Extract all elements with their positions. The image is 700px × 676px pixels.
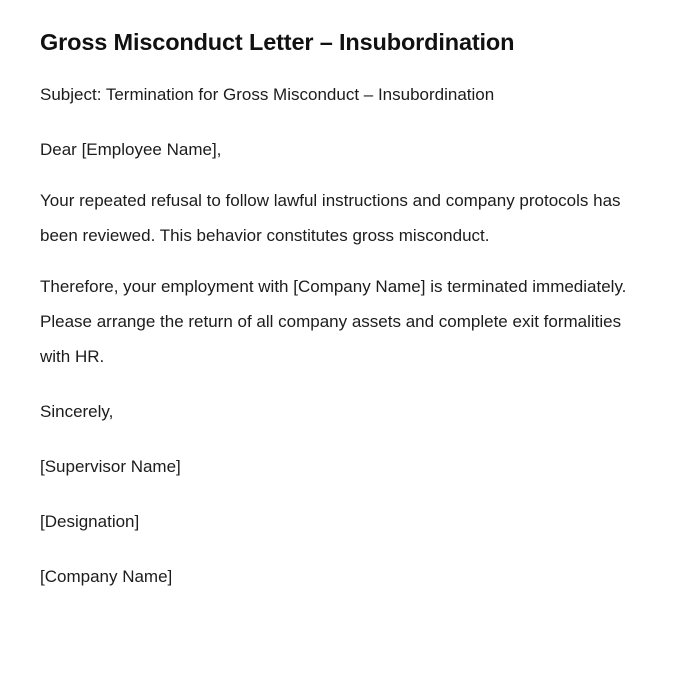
- page-title: Gross Misconduct Letter – Insubordination: [40, 29, 515, 55]
- signature-designation: [Designation]: [40, 512, 140, 532]
- subject-line: Subject: Termination for Gross Misconduct – Insubordination: [40, 85, 495, 105]
- closing-salutation: Sincerely,: [40, 402, 114, 422]
- signature-supervisor-name: [Supervisor Name]: [40, 457, 181, 477]
- salutation: Dear [Employee Name],: [40, 140, 222, 160]
- letter-body: [40, 57, 632, 594]
- body-paragraph-2: Therefore, your employment with [Company Name] is terminated immediately. Please arrange the return of all company assets and complete exit formalities with HR.: [40, 277, 627, 367]
- signature-company-name: [Company Name]: [40, 567, 173, 587]
- body-paragraph-1: Your repeated refusal to follow lawful instructions and company protocols has been reviewed. This behavior constitutes gross misconduct.: [40, 191, 621, 246]
